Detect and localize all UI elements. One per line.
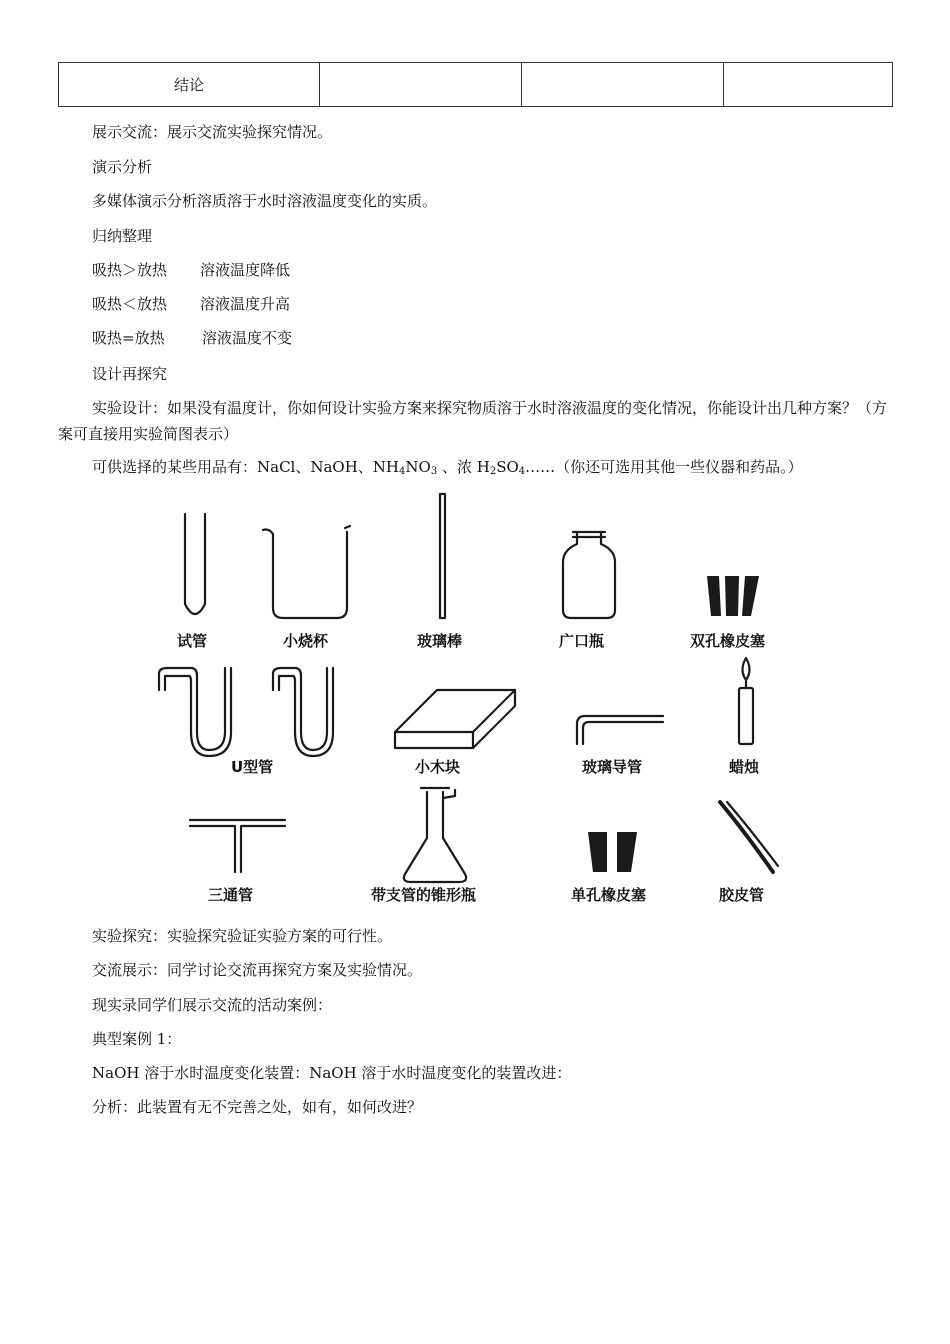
summary-row-2: [92, 293, 290, 315]
one-hole-stopper-icon: [588, 832, 637, 872]
summary-result: 溶液温度升高: [200, 295, 291, 313]
beaker-label: 小烧杯: [283, 632, 329, 650]
rubber-tube-label: 胶皮管: [719, 886, 765, 904]
paragraph-exploration: 实验探究：实验探究验证实验方案的可行性。: [92, 927, 393, 945]
paragraph-analysis: 分析：此装置有无不完善之处，如有，如何改进？: [92, 1098, 423, 1116]
candle-label: 蜡烛: [729, 758, 760, 776]
materials-text: 可供选择的某些用品有：NaCl、NaOH、NH: [92, 458, 399, 476]
two-hole-stopper-label: 双孔橡皮塞: [690, 632, 766, 650]
paragraph-case-device: NaOH 溶于水时温度变化装置：NaOH 溶于水时温度变化的装置改进：: [92, 1064, 572, 1082]
u-tube-icon: [159, 668, 333, 756]
heading-redesign: 设计再探究: [92, 365, 168, 383]
summary-condition: 吸热=放热: [92, 329, 165, 347]
paragraph-exchange: 展示交流：展示交流实验探究情况。: [92, 123, 333, 141]
summary-result: 溶液温度降低: [200, 261, 291, 279]
glass-rod-label: 玻璃棒: [417, 632, 463, 650]
paragraph-experiment-design: 实验设计：如果没有温度计，你如何设计实验方案来探究物质溶于水时溶液温度的变化情况，你能设计出几种方案？（方案可直接用实验简图表示）: [58, 399, 888, 443]
summary-row-3: [92, 327, 292, 349]
two-hole-stopper-icon: [707, 576, 759, 616]
materials-text: 、浓 H: [437, 458, 490, 476]
glass-tube-icon: [577, 716, 663, 744]
beaker-icon: [263, 526, 350, 618]
glass-tube-label: 玻璃导管: [582, 758, 643, 776]
glass-rod-icon: [440, 494, 445, 618]
subscript: 3: [430, 466, 438, 477]
test-tube-label: 试管: [177, 632, 208, 650]
table-cell: [522, 63, 724, 106]
candle-icon: [739, 658, 753, 744]
summary-result: 溶液温度不变: [202, 329, 293, 347]
wood-block-label: 小木块: [415, 758, 461, 776]
side-arm-flask-label: 带支管的锥形瓶: [371, 886, 477, 904]
wood-block-icon: [395, 690, 515, 748]
one-hole-stopper-label: 单孔橡皮塞: [571, 886, 647, 904]
conclusion-label: 结论: [173, 76, 204, 94]
summary-condition: 吸热＞放热: [92, 261, 168, 279]
subscript: 2: [489, 466, 497, 477]
table-cell: [320, 63, 522, 106]
paragraph-demo: 多媒体演示分析溶质溶于水时溶液温度变化的实质。: [92, 192, 438, 210]
paragraph-materials: [92, 456, 803, 478]
test-tube-icon: [185, 514, 205, 614]
materials-text: NO: [405, 458, 431, 476]
paragraph-case-title: 典型案例 1：: [92, 1030, 182, 1048]
summary-row-1: [92, 259, 290, 281]
wide-mouth-bottle-icon: [563, 532, 615, 618]
tee-tube-icon: [190, 820, 285, 872]
conclusion-table-row: [58, 62, 893, 107]
rubber-tube-icon: [720, 802, 778, 872]
side-arm-flask-icon: [404, 788, 466, 882]
materials-text: SO: [496, 458, 519, 476]
wide-mouth-bottle-label: 广口瓶: [559, 632, 605, 650]
table-cell: [724, 63, 892, 106]
heading-summary: 归纳整理: [92, 227, 153, 245]
paragraph-record: 现实录同学们展示交流的活动案例：: [92, 996, 333, 1014]
subscript: 4: [399, 466, 406, 477]
paragraph-sharing: 交流展示：同学讨论交流再探究方案及实验情况。: [92, 961, 423, 979]
table-cell-label: [59, 63, 320, 106]
subscript: 4: [518, 466, 526, 477]
u-tube-label: U型管: [231, 758, 274, 776]
materials-text: ……（你还可选用其他一些仪器和药品。）: [525, 458, 803, 476]
summary-condition: 吸热＜放热: [92, 295, 168, 313]
tee-tube-label: 三通管: [208, 886, 254, 904]
apparatus-figure: [145, 492, 795, 912]
heading-demo-analysis: 演示分析: [92, 158, 153, 176]
